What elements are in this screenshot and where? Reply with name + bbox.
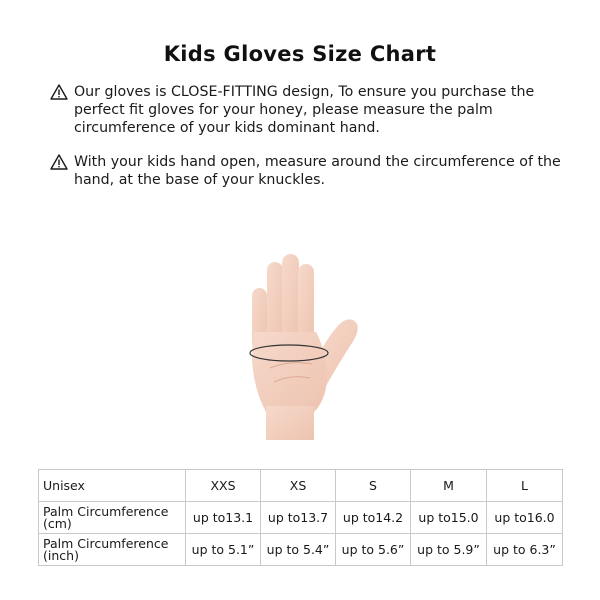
fit-note bbox=[50, 83, 565, 137]
table-cell: up to 5.6” bbox=[336, 534, 411, 566]
wrist bbox=[266, 406, 314, 440]
table-row bbox=[39, 502, 563, 534]
table-cell: up to14.2 bbox=[336, 502, 411, 534]
table-cell: up to 5.4” bbox=[261, 534, 336, 566]
table-cell: up to 5.1” bbox=[186, 534, 261, 566]
table-cell: up to 6.3” bbox=[487, 534, 563, 566]
header-cell: M bbox=[411, 470, 487, 502]
header-cell: L bbox=[487, 470, 563, 502]
warning-triangle-icon bbox=[50, 154, 68, 170]
header-cell: Unisex bbox=[39, 470, 186, 502]
table-row bbox=[39, 534, 563, 566]
fit-note-text: Our gloves is CLOSE-FITTING design, To ensure you purchase the perfect fit gloves for your honey, please measure the palm circumference of your kids dominant hand. bbox=[74, 84, 535, 136]
hand-measure-image bbox=[230, 250, 380, 440]
table-cell: up to13.7 bbox=[261, 502, 336, 534]
size-chart-table bbox=[38, 469, 563, 566]
row-label: Palm Circumference (inch) bbox=[39, 534, 186, 566]
table-header-row bbox=[39, 470, 563, 502]
page-title: Kids Gloves Size Chart bbox=[163, 42, 437, 66]
table-cell: up to13.1 bbox=[186, 502, 261, 534]
header-cell: XS bbox=[261, 470, 336, 502]
table-cell: up to 5.9” bbox=[411, 534, 487, 566]
table-cell: up to16.0 bbox=[487, 502, 563, 534]
row-label: Palm Circumference (cm) bbox=[39, 502, 186, 534]
measure-note bbox=[50, 153, 565, 189]
measure-note-text: With your kids hand open, measure around the circumference of the hand, at the base of your knuckles. bbox=[74, 154, 561, 188]
header-cell: XXS bbox=[186, 470, 261, 502]
hand-illustration bbox=[230, 250, 380, 440]
table-cell: up to15.0 bbox=[411, 502, 487, 534]
header-cell: S bbox=[336, 470, 411, 502]
palm bbox=[252, 332, 327, 412]
warning-triangle-icon bbox=[50, 84, 68, 100]
